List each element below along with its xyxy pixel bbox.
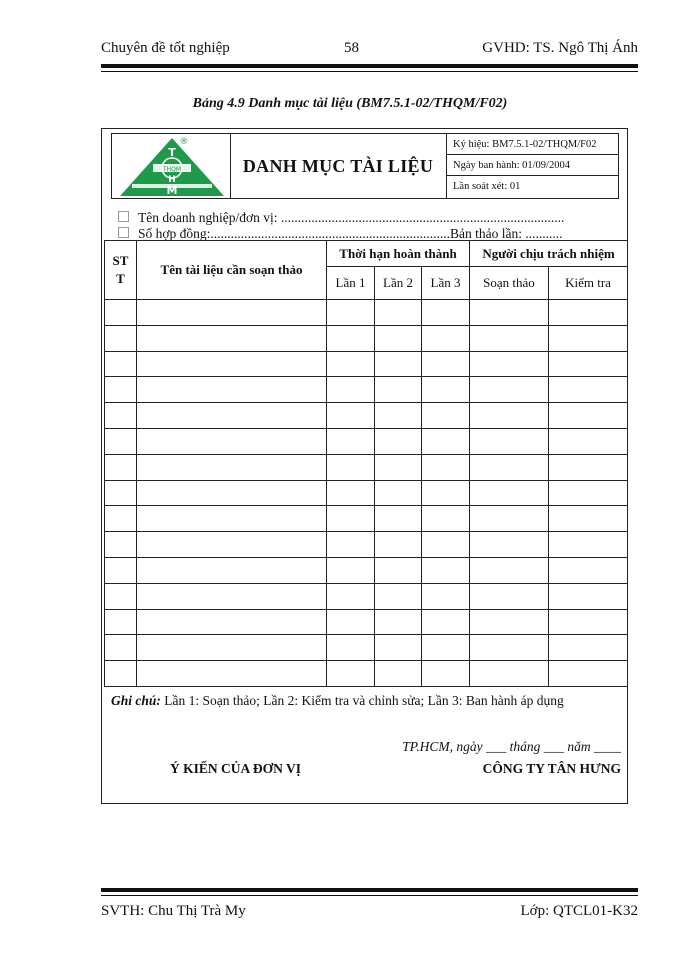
- table-cell[interactable]: [422, 557, 470, 583]
- table-cell[interactable]: [327, 377, 375, 403]
- table-cell[interactable]: [549, 377, 628, 403]
- logo-cell: [112, 134, 231, 198]
- table-cell[interactable]: [375, 609, 422, 635]
- table-cell[interactable]: [327, 325, 375, 351]
- logo-letter-h: H: [168, 175, 176, 185]
- table-cell[interactable]: [137, 609, 327, 635]
- table-cell[interactable]: [137, 428, 327, 454]
- table-row: [105, 635, 628, 661]
- table-cell[interactable]: [470, 300, 549, 326]
- table-cell[interactable]: [137, 325, 327, 351]
- table-cell[interactable]: [327, 454, 375, 480]
- note-text: Lần 1: Soạn thảo; Lần 2: Kiểm tra và chỉnh sửa; Lần 3: Ban hành áp dụng: [160, 693, 564, 708]
- table-cell[interactable]: [105, 403, 137, 429]
- table-row: [105, 661, 628, 687]
- table-cell[interactable]: [327, 635, 375, 661]
- table-cell[interactable]: [470, 377, 549, 403]
- contract-checkbox[interactable]: [118, 227, 129, 238]
- table-row: [105, 480, 628, 506]
- form-header-box: [111, 133, 619, 199]
- table-cell[interactable]: [549, 351, 628, 377]
- col-round-1: Lần 1: [327, 267, 375, 300]
- table-cell[interactable]: [137, 532, 327, 558]
- table-row: [105, 583, 628, 609]
- col-stt: ST T: [105, 241, 137, 300]
- table-row: [105, 351, 628, 377]
- draft-dots[interactable]: ...........: [525, 226, 563, 241]
- table-cell[interactable]: [137, 480, 327, 506]
- table-cell[interactable]: [375, 583, 422, 609]
- table-cell[interactable]: [327, 583, 375, 609]
- table-cell[interactable]: [105, 532, 137, 558]
- company-dots[interactable]: ....................................................................................: [280, 210, 565, 225]
- table-cell[interactable]: [470, 609, 549, 635]
- table-cell[interactable]: [105, 583, 137, 609]
- table-cell[interactable]: [549, 583, 628, 609]
- col-round-2: Lần 2: [375, 267, 422, 300]
- table-cell[interactable]: [422, 351, 470, 377]
- col-document-name: Tên tài liệu cần soạn thảo: [137, 241, 327, 300]
- table-cell[interactable]: [422, 609, 470, 635]
- table-cell[interactable]: [105, 454, 137, 480]
- table-cell[interactable]: [105, 557, 137, 583]
- table-cell[interactable]: [549, 635, 628, 661]
- table-cell[interactable]: [105, 325, 137, 351]
- table-cell[interactable]: [549, 609, 628, 635]
- logo-ring-text: THQM: [162, 166, 182, 173]
- header-rule-thick: [101, 64, 638, 68]
- table-cell[interactable]: [105, 428, 137, 454]
- form-issue-date: Ngày ban hành: 01/09/2004: [447, 155, 619, 176]
- table-cell[interactable]: [549, 557, 628, 583]
- table-cell[interactable]: [137, 661, 327, 687]
- col-deadline: Thời hạn hoàn thành: [327, 241, 470, 267]
- signature-unit-opinion: Ý KIẾN CỦA ĐƠN VỊ: [170, 761, 302, 776]
- table-cell[interactable]: [137, 583, 327, 609]
- table-cell[interactable]: [375, 351, 422, 377]
- table-cell[interactable]: [137, 557, 327, 583]
- table-row: [105, 532, 628, 558]
- table-cell[interactable]: [549, 325, 628, 351]
- company-line: [118, 210, 564, 226]
- table-cell[interactable]: [422, 506, 470, 532]
- table-row: [105, 454, 628, 480]
- table-cell[interactable]: [327, 557, 375, 583]
- table-cell[interactable]: [549, 532, 628, 558]
- table-cell[interactable]: [470, 428, 549, 454]
- footer-right: Lớp: QTCL01-K32: [520, 903, 638, 919]
- table-cell[interactable]: [327, 403, 375, 429]
- table-cell[interactable]: [375, 377, 422, 403]
- table-cell[interactable]: [137, 300, 327, 326]
- table-cell[interactable]: [549, 506, 628, 532]
- col-checker: Kiểm tra: [549, 267, 628, 300]
- note-line: [111, 693, 564, 709]
- table-cell[interactable]: [422, 532, 470, 558]
- table-cell[interactable]: [470, 480, 549, 506]
- table-cell[interactable]: [375, 428, 422, 454]
- table-cell[interactable]: [327, 609, 375, 635]
- table-cell[interactable]: [422, 480, 470, 506]
- note-label: Ghi chú:: [111, 693, 161, 708]
- table-row: [105, 506, 628, 532]
- table-cell[interactable]: [327, 532, 375, 558]
- table-cell[interactable]: [327, 351, 375, 377]
- company-label: Tên doanh nghiệp/đơn vị:: [138, 210, 278, 225]
- footer-rule-thick: [101, 888, 638, 892]
- table-cell[interactable]: [137, 403, 327, 429]
- form-title: DANH MỤC TÀI LIỆU: [230, 134, 447, 198]
- table-cell[interactable]: [422, 300, 470, 326]
- table-cell[interactable]: [105, 351, 137, 377]
- table-cell[interactable]: [470, 661, 549, 687]
- col-responsible: Người chịu trách nhiệm: [470, 241, 628, 267]
- header-rule-thin: [101, 71, 638, 72]
- table-cell[interactable]: [549, 403, 628, 429]
- table-cell[interactable]: [105, 300, 137, 326]
- registered-mark: ®: [179, 137, 189, 147]
- form-code: Ký hiệu: BM7.5.1-02/THQM/F02: [447, 134, 619, 155]
- form-revision: Lần soát xét: 01: [453, 181, 521, 192]
- table-cell[interactable]: [422, 454, 470, 480]
- table-row: [105, 403, 628, 429]
- table-cell[interactable]: [422, 325, 470, 351]
- footer-rule-thin: [101, 895, 638, 896]
- col-drafter: Soạn thảo: [470, 267, 549, 300]
- page-number: 58: [344, 40, 359, 56]
- table-cell[interactable]: [549, 428, 628, 454]
- table-cell[interactable]: [422, 428, 470, 454]
- date-line: TP.HCM, ngày ___ tháng ___ năm ____: [402, 739, 621, 754]
- table-cell[interactable]: [470, 583, 549, 609]
- table-cell[interactable]: [375, 480, 422, 506]
- table-cell[interactable]: [327, 480, 375, 506]
- table-cell[interactable]: [422, 661, 470, 687]
- table-cell[interactable]: [375, 532, 422, 558]
- table-cell[interactable]: [375, 557, 422, 583]
- col-round-3: Lần 3: [422, 267, 470, 300]
- table-cell[interactable]: [470, 557, 549, 583]
- document-list-table: [104, 240, 628, 687]
- table-cell[interactable]: [375, 300, 422, 326]
- logo-letter-m: M: [166, 184, 178, 197]
- contract-dots[interactable]: .......................................................................: [210, 226, 451, 241]
- table-cell[interactable]: [105, 635, 137, 661]
- header-right: GVHD: TS. Ngô Thị Ánh: [482, 40, 638, 56]
- table-cell[interactable]: [375, 403, 422, 429]
- table-cell[interactable]: [105, 480, 137, 506]
- table-cell[interactable]: [549, 480, 628, 506]
- signature-company: CÔNG TY TÂN HƯNG: [482, 761, 621, 776]
- draft-label: Bản thảo lần:: [450, 226, 523, 241]
- table-cell[interactable]: [549, 661, 628, 687]
- table-cell[interactable]: [375, 506, 422, 532]
- table-cell[interactable]: [470, 325, 549, 351]
- table-cell[interactable]: [470, 532, 549, 558]
- company-checkbox[interactable]: [118, 211, 129, 222]
- table-cell[interactable]: [422, 583, 470, 609]
- table-cell[interactable]: [105, 609, 137, 635]
- table-row: [105, 377, 628, 403]
- table-cell[interactable]: [422, 377, 470, 403]
- table-cell[interactable]: [422, 403, 470, 429]
- table-cell[interactable]: [105, 377, 137, 403]
- table-cell[interactable]: [105, 506, 137, 532]
- header-left: Chuyên đề tốt nghiệp: [101, 40, 230, 56]
- table-cell[interactable]: [470, 403, 549, 429]
- table-cell[interactable]: [470, 351, 549, 377]
- table-row: [105, 300, 628, 326]
- table-cell[interactable]: [375, 454, 422, 480]
- footer-left: SVTH: Chu Thị Trà My: [101, 903, 246, 919]
- table-cell[interactable]: [422, 635, 470, 661]
- table-cell[interactable]: [137, 454, 327, 480]
- table-row: [105, 557, 628, 583]
- table-row: [105, 428, 628, 454]
- thqm-logo-icon: [112, 134, 230, 198]
- table-cell[interactable]: [137, 351, 327, 377]
- table-row: [105, 325, 628, 351]
- table-cell[interactable]: [375, 325, 422, 351]
- table-cell[interactable]: [327, 300, 375, 326]
- logo-letter-t: T: [168, 146, 176, 159]
- table-cell[interactable]: [105, 661, 137, 687]
- table-cell[interactable]: [470, 635, 549, 661]
- table-cell[interactable]: [549, 454, 628, 480]
- table-cell[interactable]: [549, 300, 628, 326]
- table-cell[interactable]: [327, 506, 375, 532]
- table-cell[interactable]: [375, 661, 422, 687]
- table-cell[interactable]: [137, 635, 327, 661]
- table-cell[interactable]: [375, 635, 422, 661]
- contract-label: Số hợp đồng:: [138, 226, 211, 241]
- table-cell[interactable]: [137, 377, 327, 403]
- table-caption: Bảng 4.9 Danh mục tài liệu (BM7.5.1-02/THQM/F02): [192, 96, 508, 111]
- table-cell[interactable]: [327, 661, 375, 687]
- table-cell[interactable]: [470, 506, 549, 532]
- table-row: [105, 609, 628, 635]
- table-cell[interactable]: [470, 454, 549, 480]
- table-cell[interactable]: [327, 428, 375, 454]
- table-cell[interactable]: [137, 506, 327, 532]
